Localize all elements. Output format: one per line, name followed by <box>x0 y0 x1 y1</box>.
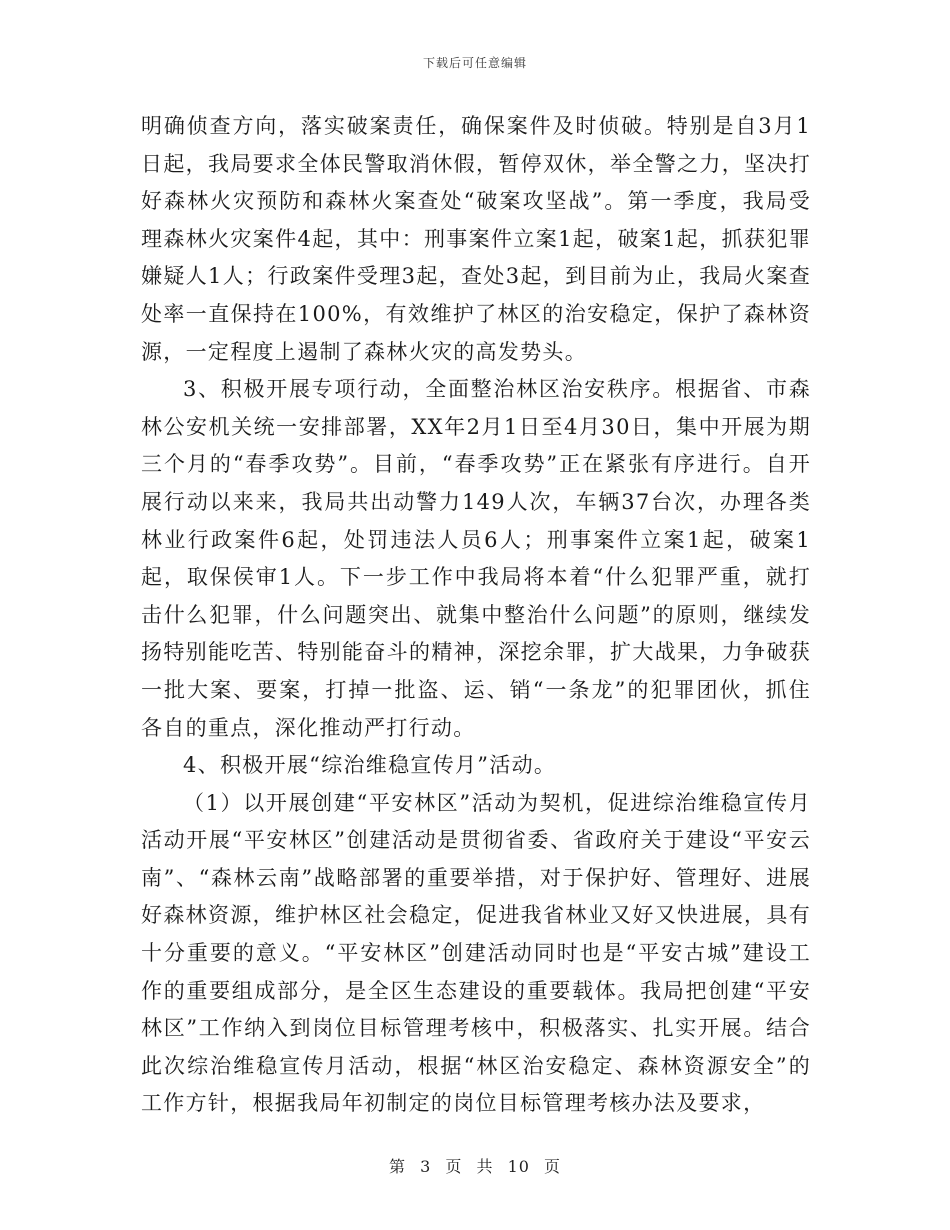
body-paragraph-2: 3、积极开展专项行动，全面整治林区治安秩序。根据省、市森林公安机关统一安排部署，XX年2月1日至4月30日，集中开展为期三个月的“春季攻势”。目前，“春季攻势”正在紧张有序进行。自开展行动以来来，我局共出动警力149人次，车辆37台次，办理各类林业行政案件6起，处罚违法人员6人；刑事案件立案1起，破案1起，取保侯审1人。下一步工作中我局将本着“什么犯罪严重，就打击什么犯罪，什么问题突出、就集中整治什么问题”的原则，继续发扬特别能吃苦、特别能奋斗的精神，深挖余罪，扩大战果，力争破获一批大案、要案，打掉一批盗、运、销“一条龙”的犯罪团伙，抓住各自的重点，深化推动严打行动。 <box>141 377 811 740</box>
footer-label-unit: 页 <box>445 1157 463 1176</box>
footer-label-unit-end: 页 <box>544 1157 562 1176</box>
footer-label-total: 共 <box>476 1157 494 1176</box>
body-paragraph-4: （1）以开展创建“平安林区”活动为契机，促进综治维稳宣传月活动开展“平安林区”创建活动是贯彻省委、省政府关于建设“平安云南”、“森林云南”战略部署的重要举措，对于保护好、管理好、进展好森林资源，维护林区社会稳定，促进我省林业又好又快进展，具有十分重要的意义。“平安林区”创建活动同时也是“平安古城”建设工作的重要组成部分，是全区生态建设的重要载体。我局把创建“平安林区”工作纳入到岗位目标管理考核中，积极落实、扎实开展。结合此次综治维稳宣传月活动，根据“林区治安稳定、森林资源安全”的工作方针，根据我局年初制定的岗位目标管理考核办法及要求， <box>141 790 811 1116</box>
page-number-footer <box>0 1154 950 1177</box>
body-paragraph-3: 4、积极开展“综治维稳宣传月”活动。 <box>183 753 557 778</box>
page-header-note: 下载后可任意编辑 <box>422 56 527 70</box>
document-body <box>141 108 811 1123</box>
body-paragraph-1: 明确侦查方向，落实破案责任，确保案件及时侦破。特别是自3月1日起，我局要求全体民警取消休假，暂停双休，举全警之力，坚决打好森林火灾预防和森林火案查处“破案攻坚战”。第一季度，我局受理森林火灾案件4起，其中：刑事案件立案1起，破案1起，抓获犯罪嫌疑人1人；行政案件受理3起，查处3起，到目前为止，我局火案查处率一直保持在100%，有效维护了林区的治安稳定，保护了森林资源，一定程度上遏制了森林火灾的高发势头。 <box>141 114 811 364</box>
footer-label-page: 第 <box>388 1157 406 1176</box>
footer-total-pages: 10 <box>507 1157 530 1176</box>
footer-current-page: 3 <box>420 1157 432 1176</box>
